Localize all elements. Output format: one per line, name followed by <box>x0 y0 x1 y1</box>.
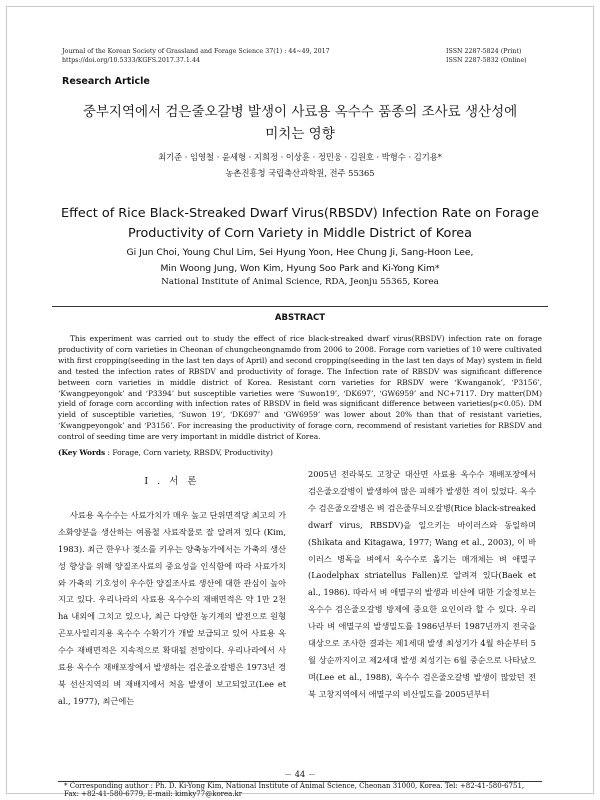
abstract-heading: ABSTRACT <box>274 313 326 323</box>
section-heading-introduction: I . 서 론 <box>144 476 200 487</box>
keywords <box>58 448 542 457</box>
article-type: Research Article <box>62 76 150 87</box>
doi-link[interactable]: https://doi.org/10.5333/KGFS.2017.37.1.44 <box>62 57 200 64</box>
body-left-column <box>58 468 286 710</box>
journal-citation: Journal of the Korean Society of Grassland and Forage Science 37(1) : 44~49, 2017 <box>62 48 330 55</box>
body-paragraph-left: 사료용 옥수수는 사료가치가 매우 높고 단위면적당 최고의 가소화양분을 생산하는 여름철 사료작물로 잘 알려져 있다 (Kim, 1983). 최근 한우나 젖소를 키우는 양축농가에서는 가축의 생산성 향상을 위해 양질조사료의 중요성을 인식함에 따라 사료가치와 가축의 기호성이 우수한 양질조사료 생산에 대한 관심이 높아지고 있다. 우리나라의 사료용 옥수수의 재배면적은 약 1만 2천ha 내외에 그치고 있으나, 최근 다양한 농기계의 발전으로 원형곤포사일리지용 옥수수 수확기가 개발 보급되고 있어 사료용 옥수수 재배면적은 지속적으로 확대될 전망이다. 우리나라에서 사료용 옥수수 재배포장에서 발생하는 검은줄오갈병은 1973년 경북 선산지역의 벼 재배지에서 처음 발생이 보고되었고(Lee et al., 1977), 최근에는 <box>58 509 286 706</box>
body-right-column <box>308 466 536 703</box>
footnote-line1: * Corresponding author : Ph. D. Ki-Yong Kim, National Institute of Animal Science, Cheonan 31000, Korea. Tel: +82-41-580-6751, Fax: <box>64 782 525 798</box>
korean-title-line1: 중부지역에서 검은줄오갈병 발생이 사료용 옥수수 품종의 조사료 생산성에 <box>82 104 518 120</box>
abstract-body: This experiment was carried out to study the effect of rice black-streaked dwarf virus(RBSDV) infection rate on forage productivity of corn varieties in Cheonan of chungcheongnamdo from 2006 to 2008. Forage corn varieties of 10 were cultivated with first cropping(seeding in the last ten days of April) and second cropping(seeding in the last ten days of May) system in field and tested the infection rates of RBSDV and productivity of forage. The Infection rate of RBSDV was significant difference between corn varieties in middle district of Korea. Resistant corn varieties for RBSDV were ‘Kwanganok’, ‘P3156’, ‘Kwangpeyongok’ and ‘P3394’ but susceptible varieties were ‘Suwon19’, ‘DK697’, ‘GW6959’ and NC+7117. Dry matter(DM) yield of forage corn according with infection rates of RBSDV in field was significant difference between varieties(p<0.05). DM yield of susceptible varieties, ‘Suwon 19’, ‘DK697’ and ‘GW6959’ was lower about 20% than that of resistant varieties, ‘Kwangpeyongok’ and ‘P3156’. For increasing the productivity of forage corn, recommend of resistant varieties for RBSDV and control of seeding time are very important in middle district of Korea. <box>58 334 542 442</box>
body-paragraph-right: 2005년 전라북도 고창군 대산면 사료용 옥수수 재배포장에서 검은줄오갈병이 발생하여 많은 피해가 발생한 적이 있었다. 옥수수 검은줄오갈병은 벼 검은줄무늬오갈병(Rice black-streaked dwarf virus, RBSDV)을 일으키는 바이러스와 동일하며(Shikata and Kitagawa, 1977; Wang et al., 2003), 이 바이러스 병독을 벼에서 옥수수로 옮기는 매개체는 벼 애멸구(Laodelphax striatellus Fallen)로 알려져 있다(Baek et al., 1986). 따라서 벼 애멸구의 발생과 비산에 대한 기술정보는 옥수수 검은줄오갈병 방제에 중요한 요인이라 할 수 있다. 우리나라 벼 애멸구의 발생밀도를 1986년부터 1987년까지 전국을 대상으로 조사한 결과는 제1세대 발생 최성기가 4월 하순부터 5월 상순까지이고 제2세대 발생 최성기는 6월 중순으로 나타났으며(Lee et al., 1988), 옥수수 검은줄오갈병 발생이 많았던 전북 고창지역에서 애멸구의 비산밀도를 2005년부터 <box>308 469 536 699</box>
english-affiliation: National Institute of Animal Science, RDA, Jeonju 55365, Korea <box>161 277 439 287</box>
abstract-top-rule <box>52 306 548 307</box>
english-title-line1: Effect of Rice Black-Streaked Dwarf Virus(RBSDV) Infection Rate on Forage <box>60 206 539 221</box>
english-authors-line2: Min Woong Jung, Won Kim, Hyung Soo Park and Ki-Yong Kim* <box>160 262 440 274</box>
issn-online: ISSN 2287-5832 (Online) <box>446 57 527 64</box>
english-title-line2: Productivity of Corn Variety in Middle District of Korea <box>127 226 473 241</box>
english-authors-line1: Gi Jun Choi, Young Chul Lim, Sei Hyung Yoon, Hee Chung Ji, Sang-Hoon Lee, <box>126 247 474 258</box>
keywords-label: (Key Words <box>58 448 106 457</box>
korean-title <box>40 101 560 145</box>
korean-title-line2: 미치는 영향 <box>265 126 335 142</box>
corresponding-author-footnote <box>64 783 536 798</box>
issn-print: ISSN 2287-5824 (Print) <box>446 48 522 55</box>
korean-authors: 최기준 · 임영철 · 윤세형 · 지희정 · 이상훈 · 정민웅 · 김원호 · 박형수 · 김기용* <box>158 152 442 162</box>
keywords-list: : Forage, Corn variety, RBSDV, Productivity) <box>105 448 273 457</box>
page-number: － 44 － <box>284 769 316 779</box>
footnote-line2: +82-41-580-6779, E-mail: kimky77@korea.kr <box>81 789 243 798</box>
korean-affiliation: 농촌진흥청 국립축산과학원, 전주 55365 <box>225 168 375 178</box>
english-title <box>30 204 570 244</box>
english-authors <box>40 245 560 276</box>
